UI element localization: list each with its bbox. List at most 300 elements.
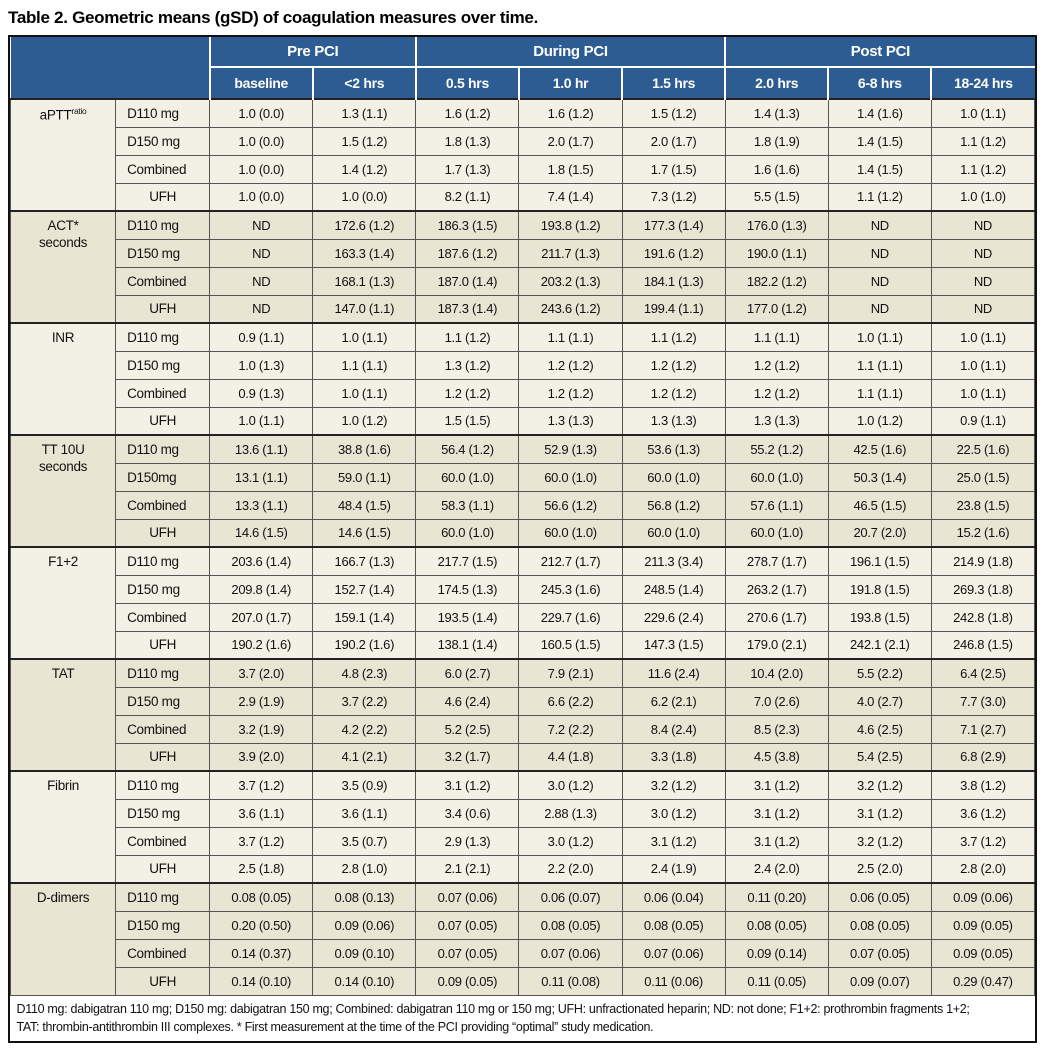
treatment-label: D110 mg (116, 547, 210, 575)
treatment-label: Combined (116, 379, 210, 407)
value-cell: 1.4 (1.5) (828, 127, 931, 155)
value-cell: 0.09 (0.05) (931, 911, 1034, 939)
value-cell: 1.6 (1.6) (725, 155, 828, 183)
value-cell: 182.2 (1.2) (725, 267, 828, 295)
value-cell: 0.07 (0.05) (416, 939, 519, 967)
table-row (11, 687, 1035, 715)
value-cell: 1.2 (1.2) (416, 379, 519, 407)
value-cell: 23.8 (1.5) (931, 491, 1034, 519)
footnote-line-1: D110 mg: dabigatran 110 mg; D150 mg: dabigatran 150 mg; Combined: dabigatran 110 mg or 150 mg; UFH: unfractionated heparin; ND: not done; F1+2: prothrombin fragments 1+2; (16, 1001, 970, 1016)
value-cell: 242.1 (2.1) (828, 631, 931, 659)
value-cell: 0.09 (0.07) (828, 967, 931, 995)
value-cell: 0.09 (0.06) (931, 883, 1034, 911)
value-cell: 0.11 (0.20) (725, 883, 828, 911)
value-cell: 56.6 (1.2) (519, 491, 622, 519)
value-cell: 3.3 (1.8) (622, 743, 725, 771)
value-cell: 196.1 (1.5) (828, 547, 931, 575)
header-group-pre-pci: Pre PCI (210, 37, 416, 67)
value-cell: 270.6 (1.7) (725, 603, 828, 631)
treatment-label: Combined (116, 827, 210, 855)
table-row (11, 351, 1035, 379)
measure-label-d-dimers (11, 883, 116, 995)
measure-label-aptt (11, 99, 116, 211)
value-cell: 3.6 (1.1) (313, 799, 416, 827)
value-cell: 159.1 (1.4) (313, 603, 416, 631)
table-row (11, 239, 1035, 267)
value-cell: 193.8 (1.5) (828, 603, 931, 631)
treatment-label: UFH (116, 295, 210, 323)
value-cell: 0.08 (0.05) (210, 883, 313, 911)
treatment-label: D110 mg (116, 323, 210, 351)
table-row (11, 547, 1035, 575)
value-cell: 0.14 (0.10) (210, 967, 313, 995)
value-cell: 42.5 (1.6) (828, 435, 931, 463)
value-cell: 1.0 (1.1) (931, 99, 1034, 127)
value-cell: 187.3 (1.4) (416, 295, 519, 323)
value-cell: 3.7 (2.0) (210, 659, 313, 687)
treatment-label: D150 mg (116, 239, 210, 267)
treatment-label: D110 mg (116, 883, 210, 911)
value-cell: 211.7 (1.3) (519, 239, 622, 267)
value-cell: 2.4 (2.0) (725, 855, 828, 883)
value-cell: 25.0 (1.5) (931, 463, 1034, 491)
value-cell: 0.14 (0.10) (313, 967, 416, 995)
value-cell: 147.0 (1.1) (313, 295, 416, 323)
value-cell: 0.14 (0.37) (210, 939, 313, 967)
value-cell: 203.2 (1.3) (519, 267, 622, 295)
value-cell: 5.4 (2.5) (828, 743, 931, 771)
treatment-label: D110 mg (116, 211, 210, 239)
value-cell: 177.0 (1.2) (725, 295, 828, 323)
footnote (11, 995, 1035, 1041)
value-cell: 187.0 (1.4) (416, 267, 519, 295)
table-row (11, 267, 1035, 295)
treatment-label: Combined (116, 267, 210, 295)
value-cell: 3.7 (2.2) (313, 687, 416, 715)
table-row (11, 743, 1035, 771)
treatment-label: D150 mg (116, 127, 210, 155)
value-cell: 1.2 (1.2) (725, 379, 828, 407)
header-group-row (11, 37, 1035, 67)
table-footer (11, 995, 1035, 1041)
value-cell: 6.2 (2.1) (622, 687, 725, 715)
footnote-row (11, 995, 1035, 1041)
treatment-label: UFH (116, 855, 210, 883)
value-cell: 50.3 (1.4) (828, 463, 931, 491)
value-cell: 190.0 (1.1) (725, 239, 828, 267)
value-cell: 5.2 (2.5) (416, 715, 519, 743)
table-row (11, 407, 1035, 435)
value-cell: 0.06 (0.05) (828, 883, 931, 911)
header-time-1824hrs: 18-24 hrs (931, 67, 1034, 99)
measure-label-tt10u (11, 435, 116, 547)
value-cell: 147.3 (1.5) (622, 631, 725, 659)
treatment-label: Combined (116, 715, 210, 743)
measure-name: ACT* (47, 218, 79, 233)
value-cell: 60.0 (1.0) (416, 463, 519, 491)
value-cell: 0.20 (0.50) (210, 911, 313, 939)
value-cell: ND (931, 295, 1034, 323)
header-time-05hrs: 0.5 hrs (416, 67, 519, 99)
table-row (11, 827, 1035, 855)
value-cell: 1.0 (0.0) (210, 99, 313, 127)
treatment-label: Combined (116, 939, 210, 967)
value-cell: 1.1 (1.1) (519, 323, 622, 351)
value-cell: 199.4 (1.1) (622, 295, 725, 323)
value-cell: 1.1 (1.2) (416, 323, 519, 351)
value-cell: 269.3 (1.8) (931, 575, 1034, 603)
table-header (11, 37, 1035, 99)
value-cell: ND (931, 239, 1034, 267)
value-cell: 187.6 (1.2) (416, 239, 519, 267)
value-cell: 5.5 (2.2) (828, 659, 931, 687)
value-cell: 184.1 (1.3) (622, 267, 725, 295)
value-cell: 245.3 (1.6) (519, 575, 622, 603)
value-cell: 1.0 (1.1) (931, 351, 1034, 379)
table-row (11, 183, 1035, 211)
header-corner (11, 37, 210, 99)
value-cell: 1.2 (1.2) (622, 351, 725, 379)
value-cell: 1.3 (1.2) (416, 351, 519, 379)
value-cell: 138.1 (1.4) (416, 631, 519, 659)
value-cell: 193.8 (1.2) (519, 211, 622, 239)
header-time-lt2hrs: <2 hrs (313, 67, 416, 99)
table-row (11, 491, 1035, 519)
value-cell: 1.2 (1.2) (725, 351, 828, 379)
value-cell: 14.6 (1.5) (210, 519, 313, 547)
value-cell: 2.88 (1.3) (519, 799, 622, 827)
table-row (11, 575, 1035, 603)
value-cell: 172.6 (1.2) (313, 211, 416, 239)
value-cell: 3.2 (1.9) (210, 715, 313, 743)
treatment-label: D150mg (116, 463, 210, 491)
value-cell: 7.9 (2.1) (519, 659, 622, 687)
value-cell: 1.1 (1.1) (725, 323, 828, 351)
value-cell: 1.8 (1.5) (519, 155, 622, 183)
value-cell: 1.0 (1.3) (210, 351, 313, 379)
value-cell: 3.0 (1.2) (519, 771, 622, 799)
value-cell: 1.0 (1.1) (828, 323, 931, 351)
value-cell: 1.2 (1.2) (519, 379, 622, 407)
value-cell: 186.3 (1.5) (416, 211, 519, 239)
value-cell: 1.5 (1.2) (313, 127, 416, 155)
table-row (11, 911, 1035, 939)
value-cell: 3.7 (1.2) (931, 827, 1034, 855)
value-cell: 7.3 (1.2) (622, 183, 725, 211)
measure-name: INR (51, 330, 75, 345)
value-cell: 0.9 (1.3) (210, 379, 313, 407)
measure-name: F1+2 (48, 554, 79, 569)
value-cell: 7.4 (1.4) (519, 183, 622, 211)
value-cell: 209.8 (1.4) (210, 575, 313, 603)
value-cell: 177.3 (1.4) (622, 211, 725, 239)
value-cell: 1.8 (1.3) (416, 127, 519, 155)
value-cell: 168.1 (1.3) (313, 267, 416, 295)
value-cell: 15.2 (1.6) (931, 519, 1034, 547)
treatment-label: D110 mg (116, 435, 210, 463)
value-cell: 60.0 (1.0) (519, 463, 622, 491)
value-cell: 1.4 (1.2) (313, 155, 416, 183)
table-row (11, 435, 1035, 463)
value-cell: 1.0 (1.1) (313, 323, 416, 351)
value-cell: 3.8 (1.2) (931, 771, 1034, 799)
value-cell: 1.2 (1.2) (622, 379, 725, 407)
value-cell: 0.06 (0.07) (519, 883, 622, 911)
value-cell: 0.09 (0.05) (416, 967, 519, 995)
value-cell: 1.7 (1.3) (416, 155, 519, 183)
measure-unit: seconds (38, 234, 88, 250)
value-cell: 4.8 (2.3) (313, 659, 416, 687)
value-cell: 2.5 (1.8) (210, 855, 313, 883)
value-cell: 3.1 (1.2) (725, 771, 828, 799)
value-cell: 0.08 (0.13) (313, 883, 416, 911)
value-cell: 3.7 (1.2) (210, 827, 313, 855)
value-cell: 3.2 (1.2) (828, 771, 931, 799)
table-row (11, 799, 1035, 827)
value-cell: 2.4 (1.9) (622, 855, 725, 883)
value-cell: 1.0 (1.1) (931, 379, 1034, 407)
header-group-post-pci: Post PCI (725, 37, 1034, 67)
value-cell: 2.0 (1.7) (622, 127, 725, 155)
treatment-label: D110 mg (116, 659, 210, 687)
value-cell: 3.7 (1.2) (210, 771, 313, 799)
treatment-label: D150 mg (116, 911, 210, 939)
value-cell: 1.0 (0.0) (210, 127, 313, 155)
value-cell: 214.9 (1.8) (931, 547, 1034, 575)
value-cell: 0.9 (1.1) (931, 407, 1034, 435)
value-cell: 2.1 (2.1) (416, 855, 519, 883)
value-cell: 2.5 (2.0) (828, 855, 931, 883)
table-frame (8, 35, 1037, 1043)
value-cell: 0.09 (0.10) (313, 939, 416, 967)
value-cell: 0.9 (1.1) (210, 323, 313, 351)
value-cell: 6.0 (2.7) (416, 659, 519, 687)
measure-name: D-dimers (36, 890, 90, 905)
value-cell: 163.3 (1.4) (313, 239, 416, 267)
value-cell: ND (828, 295, 931, 323)
treatment-label: D150 mg (116, 575, 210, 603)
value-cell: 2.8 (1.0) (313, 855, 416, 883)
value-cell: 174.5 (1.3) (416, 575, 519, 603)
value-cell: 207.0 (1.7) (210, 603, 313, 631)
value-cell: 5.5 (1.5) (725, 183, 828, 211)
value-cell: 0.07 (0.05) (828, 939, 931, 967)
value-cell: 6.8 (2.9) (931, 743, 1034, 771)
treatment-label: UFH (116, 407, 210, 435)
value-cell: 8.5 (2.3) (725, 715, 828, 743)
value-cell: 1.8 (1.9) (725, 127, 828, 155)
value-cell: 3.5 (0.7) (313, 827, 416, 855)
value-cell: 2.9 (1.9) (210, 687, 313, 715)
value-cell: 3.5 (0.9) (313, 771, 416, 799)
value-cell: 176.0 (1.3) (725, 211, 828, 239)
treatment-label: UFH (116, 183, 210, 211)
value-cell: 1.1 (1.2) (828, 183, 931, 211)
value-cell: ND (210, 295, 313, 323)
value-cell: 1.5 (1.5) (416, 407, 519, 435)
value-cell: 0.08 (0.05) (828, 911, 931, 939)
value-cell: 1.0 (1.1) (210, 407, 313, 435)
value-cell: 38.8 (1.6) (313, 435, 416, 463)
value-cell: 52.9 (1.3) (519, 435, 622, 463)
measure-unit: seconds (38, 458, 88, 474)
value-cell: 55.2 (1.2) (725, 435, 828, 463)
table-row (11, 631, 1035, 659)
value-cell: 190.2 (1.6) (210, 631, 313, 659)
table-row (11, 99, 1035, 127)
value-cell: 48.4 (1.5) (313, 491, 416, 519)
treatment-label: UFH (116, 631, 210, 659)
measure-name: Fibrin (47, 778, 80, 793)
value-cell: 46.5 (1.5) (828, 491, 931, 519)
value-cell: 22.5 (1.6) (931, 435, 1034, 463)
value-cell: ND (828, 211, 931, 239)
value-cell: 13.3 (1.1) (210, 491, 313, 519)
measure-name: TAT (51, 666, 75, 681)
value-cell: 278.7 (1.7) (725, 547, 828, 575)
value-cell: 3.1 (1.2) (725, 827, 828, 855)
value-cell: 58.3 (1.1) (416, 491, 519, 519)
value-cell: ND (828, 239, 931, 267)
table-row (11, 155, 1035, 183)
header-group-during-pci: During PCI (416, 37, 725, 67)
value-cell: 229.7 (1.6) (519, 603, 622, 631)
table-body (11, 99, 1035, 995)
header-time-15hrs: 1.5 hrs (622, 67, 725, 99)
value-cell: 1.0 (0.0) (313, 183, 416, 211)
value-cell: 0.11 (0.06) (622, 967, 725, 995)
value-cell: ND (210, 211, 313, 239)
value-cell: 13.1 (1.1) (210, 463, 313, 491)
value-cell: 190.2 (1.6) (313, 631, 416, 659)
table-row (11, 463, 1035, 491)
value-cell: 0.09 (0.05) (931, 939, 1034, 967)
header-time-10hr: 1.0 hr (519, 67, 622, 99)
value-cell: 248.5 (1.4) (622, 575, 725, 603)
value-cell: 212.7 (1.7) (519, 547, 622, 575)
value-cell: ND (931, 267, 1034, 295)
header-time-20hrs: 2.0 hrs (725, 67, 828, 99)
value-cell: 166.7 (1.3) (313, 547, 416, 575)
value-cell: 1.1 (1.1) (828, 379, 931, 407)
value-cell: ND (931, 211, 1034, 239)
measure-label-act (11, 211, 116, 323)
measure-label-inr (11, 323, 116, 435)
treatment-label: UFH (116, 967, 210, 995)
table-row (11, 855, 1035, 883)
value-cell: 3.2 (1.2) (828, 827, 931, 855)
value-cell: 1.3 (1.1) (313, 99, 416, 127)
value-cell: 4.5 (3.8) (725, 743, 828, 771)
value-cell: 4.2 (2.2) (313, 715, 416, 743)
value-cell: 3.0 (1.2) (622, 799, 725, 827)
value-cell: 3.0 (1.2) (519, 827, 622, 855)
value-cell: 59.0 (1.1) (313, 463, 416, 491)
value-cell: 3.1 (1.2) (416, 771, 519, 799)
table-row (11, 771, 1035, 799)
value-cell: 3.6 (1.1) (210, 799, 313, 827)
table-row (11, 715, 1035, 743)
value-cell: 193.5 (1.4) (416, 603, 519, 631)
value-cell: 191.8 (1.5) (828, 575, 931, 603)
value-cell: 3.1 (1.2) (725, 799, 828, 827)
treatment-label: D110 mg (116, 771, 210, 799)
value-cell: 56.4 (1.2) (416, 435, 519, 463)
value-cell: 60.0 (1.0) (725, 519, 828, 547)
value-cell: 3.2 (1.7) (416, 743, 519, 771)
value-cell: 4.6 (2.5) (828, 715, 931, 743)
value-cell: 1.5 (1.2) (622, 99, 725, 127)
value-cell: 4.1 (2.1) (313, 743, 416, 771)
value-cell: 1.4 (1.3) (725, 99, 828, 127)
value-cell: 263.2 (1.7) (725, 575, 828, 603)
measure-name: TT 10U (41, 442, 85, 457)
value-cell: 1.1 (1.2) (931, 127, 1034, 155)
header-time-baseline: baseline (210, 67, 313, 99)
table-row (11, 295, 1035, 323)
value-cell: 2.8 (2.0) (931, 855, 1034, 883)
value-cell: 1.4 (1.5) (828, 155, 931, 183)
value-cell: 1.2 (1.2) (519, 351, 622, 379)
value-cell: 1.0 (1.2) (313, 407, 416, 435)
table-row (11, 603, 1035, 631)
value-cell: 4.4 (1.8) (519, 743, 622, 771)
treatment-label: Combined (116, 491, 210, 519)
value-cell: 60.0 (1.0) (622, 519, 725, 547)
value-cell: 1.0 (1.1) (313, 379, 416, 407)
value-cell: 3.1 (1.2) (622, 827, 725, 855)
value-cell: 60.0 (1.0) (416, 519, 519, 547)
value-cell: 217.7 (1.5) (416, 547, 519, 575)
value-cell: 7.7 (3.0) (931, 687, 1034, 715)
value-cell: 179.0 (2.1) (725, 631, 828, 659)
value-cell: 242.8 (1.8) (931, 603, 1034, 631)
value-cell: 1.1 (1.2) (622, 323, 725, 351)
header-time-68hrs: 6-8 hrs (828, 67, 931, 99)
value-cell: 229.6 (2.4) (622, 603, 725, 631)
value-cell: 2.2 (2.0) (519, 855, 622, 883)
value-cell: 0.11 (0.05) (725, 967, 828, 995)
treatment-label: D150 mg (116, 799, 210, 827)
value-cell: 0.07 (0.06) (416, 883, 519, 911)
value-cell: 60.0 (1.0) (725, 463, 828, 491)
value-cell: 0.07 (0.06) (622, 939, 725, 967)
value-cell: ND (828, 267, 931, 295)
table-row (11, 939, 1035, 967)
treatment-label: UFH (116, 743, 210, 771)
value-cell: 1.7 (1.5) (622, 155, 725, 183)
value-cell: 152.7 (1.4) (313, 575, 416, 603)
value-cell: 8.4 (2.4) (622, 715, 725, 743)
measure-superscript: ratio (71, 106, 87, 116)
value-cell: 7.1 (2.7) (931, 715, 1034, 743)
value-cell: 56.8 (1.2) (622, 491, 725, 519)
value-cell: 0.08 (0.05) (622, 911, 725, 939)
value-cell: ND (210, 267, 313, 295)
value-cell: 160.5 (1.5) (519, 631, 622, 659)
value-cell: 0.09 (0.06) (313, 911, 416, 939)
value-cell: 243.6 (1.2) (519, 295, 622, 323)
value-cell: 1.3 (1.3) (725, 407, 828, 435)
value-cell: 246.8 (1.5) (931, 631, 1034, 659)
value-cell: 2.0 (1.7) (519, 127, 622, 155)
value-cell: 20.7 (2.0) (828, 519, 931, 547)
measure-label-fibrin (11, 771, 116, 883)
measure-label-tat (11, 659, 116, 771)
table-row (11, 883, 1035, 911)
table-row (11, 127, 1035, 155)
value-cell: 1.3 (1.3) (622, 407, 725, 435)
